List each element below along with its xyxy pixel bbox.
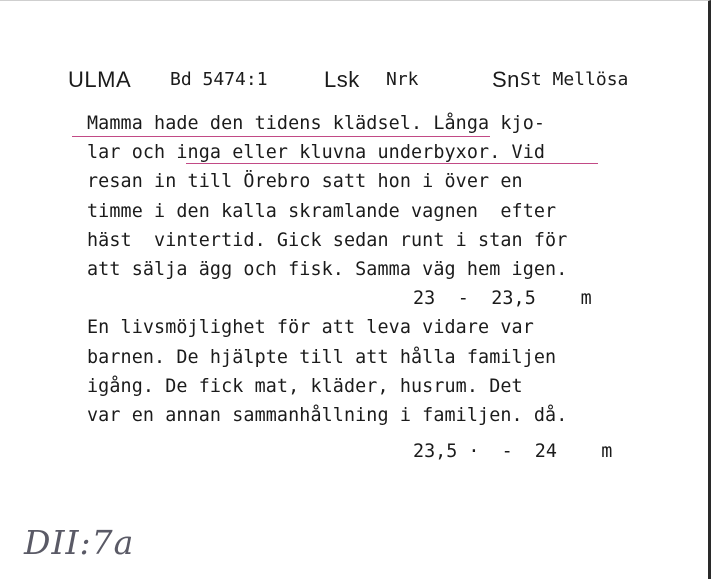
measure-value: 23 - 23,5 m [413,288,592,310]
text-line: var en annan sammanhållning i familjen. då. [87,404,568,426]
province-label: Lsk [324,67,360,92]
text-line: igång. De fick mat, kläder, husrum. Det [87,375,523,397]
text-line: häst vintertid. Gick sedan runt i stan för [87,229,568,251]
parish-label: Sn [492,67,520,92]
text-line: barnen. De hjälpte till att hålla familjen [87,346,557,368]
text-line: En livsmöjlighet för att leva vidare var [87,317,534,339]
parish-name: St Mellösa [520,69,629,90]
record-number: Bd 5474:1 [170,69,268,90]
handwritten-shelfmark: DII:7a [24,523,135,562]
text-line: att sälja ägg och fisk. Samma väg hem igen. [87,258,568,280]
card-header [68,63,688,97]
province-code: Nrk [386,69,419,90]
card-text [87,109,687,430]
text-line: Mamma hade den tidens klädsel. Långa kjo- [87,113,546,134]
archive-name: ULMA [68,67,132,92]
text-line: resan in till Örebro satt hon i över en [87,171,523,193]
text-line: lar och inga eller kluvna underbyxor. Vid [87,142,546,164]
measure-value-2: 23,5 · - 24 m [413,441,613,462]
measure-row [87,284,687,313]
text-line: timme i den kalla skramlande vagnen efter [87,200,557,222]
